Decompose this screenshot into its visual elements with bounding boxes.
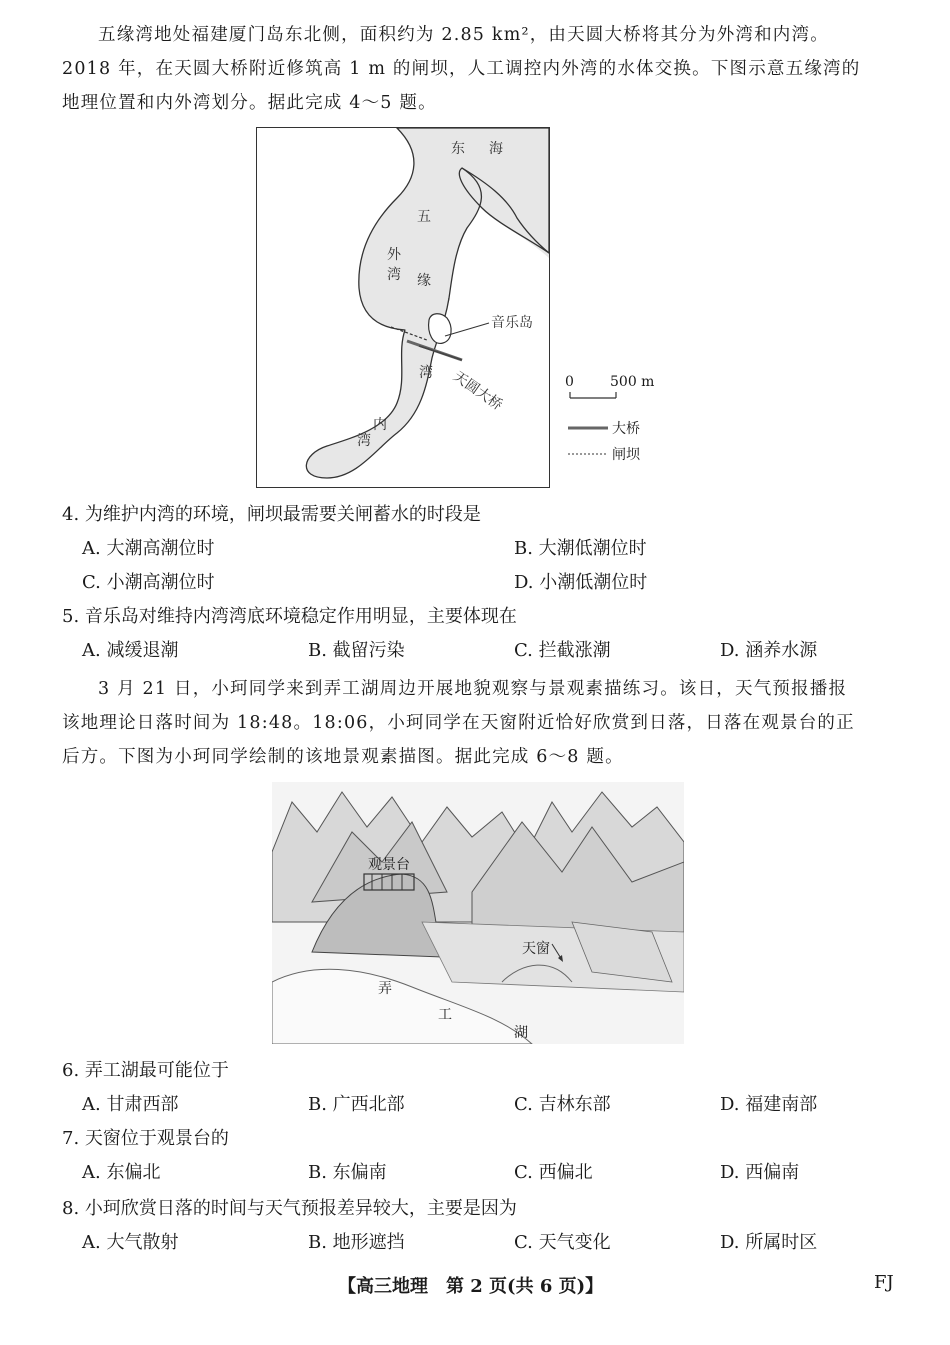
label-sea: 海 bbox=[489, 141, 503, 157]
q5-option-a: A. 减缓退潮 bbox=[82, 640, 179, 661]
label-inner-2: 湾 bbox=[357, 433, 371, 449]
intro-2-line-1: 3 月 21 日，小珂同学来到弄工湖周边开展地貌观察与景观素描练习。该日，天气预报播报 bbox=[98, 679, 848, 699]
label-bridge-name: 天圆大桥 bbox=[450, 368, 506, 414]
q5-option-c: C. 拦截涨潮 bbox=[514, 640, 611, 661]
intro-paragraph-1 bbox=[62, 18, 897, 120]
label-yuan: 缘 bbox=[417, 273, 431, 289]
label-skylight: 天窗 bbox=[522, 941, 550, 957]
q6-option-c: C. 吉林东部 bbox=[514, 1094, 611, 1115]
intro-1-line-3: 地理位置和内外湾划分。据此完成 4～5 题。 bbox=[62, 93, 437, 113]
label-inner-1: 内 bbox=[373, 417, 387, 433]
q4-option-d: D. 小潮低潮位时 bbox=[514, 572, 648, 593]
legend-symbols bbox=[568, 420, 610, 460]
footer-code: FJ bbox=[874, 1272, 894, 1293]
q7-option-c: C. 西偏北 bbox=[514, 1162, 593, 1183]
intro-2-line-2: 该地理论日落时间为 18:48。18:06，小珂同学在天窗附近恰好欣赏到日落，日落在观景台的正 bbox=[62, 713, 855, 733]
label-outer-1: 外 bbox=[387, 247, 401, 263]
landscape-sketch bbox=[272, 782, 684, 1044]
label-music-island: 音乐岛 bbox=[491, 315, 533, 331]
wuyuan-bay-map bbox=[256, 127, 550, 488]
question-6-stem: 6. 弄工湖最可能位于 bbox=[62, 1060, 229, 1081]
footer-page-info: 【高三地理 第 2 页(共 6 页)】 bbox=[338, 1276, 604, 1297]
intro-1-line-1: 五缘湾地处福建厦门岛东北侧，面积约为 2.85 km²，由天圆大桥将其分为外湾和内湾。 bbox=[98, 25, 829, 45]
label-viewing-platform: 观景台 bbox=[368, 857, 410, 873]
question-4-stem: 4. 为维护内湾的环境，闸坝最需要关闸蓄水的时段是 bbox=[62, 504, 481, 525]
legend-dam: 闸坝 bbox=[612, 447, 640, 463]
label-lake-1: 弄 bbox=[378, 981, 392, 997]
q4-option-a: A. 大潮高潮位时 bbox=[82, 538, 215, 559]
scale-bar bbox=[568, 392, 658, 402]
q7-option-d: D. 西偏南 bbox=[720, 1162, 800, 1183]
q8-option-d: D. 所属时区 bbox=[720, 1232, 818, 1253]
label-east: 东 bbox=[451, 141, 465, 157]
q4-option-c: C. 小潮高潮位时 bbox=[82, 572, 215, 593]
q6-option-a: A. 甘肃西部 bbox=[82, 1094, 179, 1115]
q8-option-b: B. 地形遮挡 bbox=[308, 1232, 405, 1253]
label-wan: 湾 bbox=[419, 365, 433, 381]
intro-1-line-2: 2018 年，在天圆大桥附近修筑高 1 m 的闸坝，人工调控内外湾的水体交换。下图示意五缘湾的 bbox=[62, 59, 861, 79]
question-8-stem: 8. 小珂欣赏日落的时间与天气预报差异较大，主要是因为 bbox=[62, 1198, 517, 1219]
q8-option-c: C. 天气变化 bbox=[514, 1232, 611, 1253]
label-wu: 五 bbox=[417, 209, 431, 225]
label-lake-2: 工 bbox=[438, 1007, 452, 1023]
map-drawing bbox=[257, 128, 549, 487]
q7-option-b: B. 东偏南 bbox=[308, 1162, 387, 1183]
q6-option-b: B. 广西北部 bbox=[308, 1094, 405, 1115]
sketch-drawing bbox=[272, 782, 684, 1044]
legend-bridge: 大桥 bbox=[612, 421, 640, 437]
q8-option-a: A. 大气散射 bbox=[82, 1232, 179, 1253]
scale-zero: 0 bbox=[565, 374, 574, 390]
label-outer-2: 湾 bbox=[387, 267, 401, 283]
q7-option-a: A. 东偏北 bbox=[82, 1162, 161, 1183]
q5-option-d: D. 涵养水源 bbox=[720, 640, 818, 661]
intro-2-line-3: 后方。下图为小珂同学绘制的该地景观素描图。据此完成 6～8 题。 bbox=[62, 747, 624, 767]
q6-option-d: D. 福建南部 bbox=[720, 1094, 818, 1115]
question-7-stem: 7. 天窗位于观景台的 bbox=[62, 1128, 229, 1149]
question-5-stem: 5. 音乐岛对维持内湾湾底环境稳定作用明显，主要体现在 bbox=[62, 606, 517, 627]
label-lake-3: 湖 bbox=[514, 1025, 528, 1041]
q5-option-b: B. 截留污染 bbox=[308, 640, 405, 661]
q4-option-b: B. 大潮低潮位时 bbox=[514, 538, 647, 559]
intro-paragraph-2 bbox=[62, 672, 897, 774]
scale-distance: 500 m bbox=[610, 374, 655, 390]
